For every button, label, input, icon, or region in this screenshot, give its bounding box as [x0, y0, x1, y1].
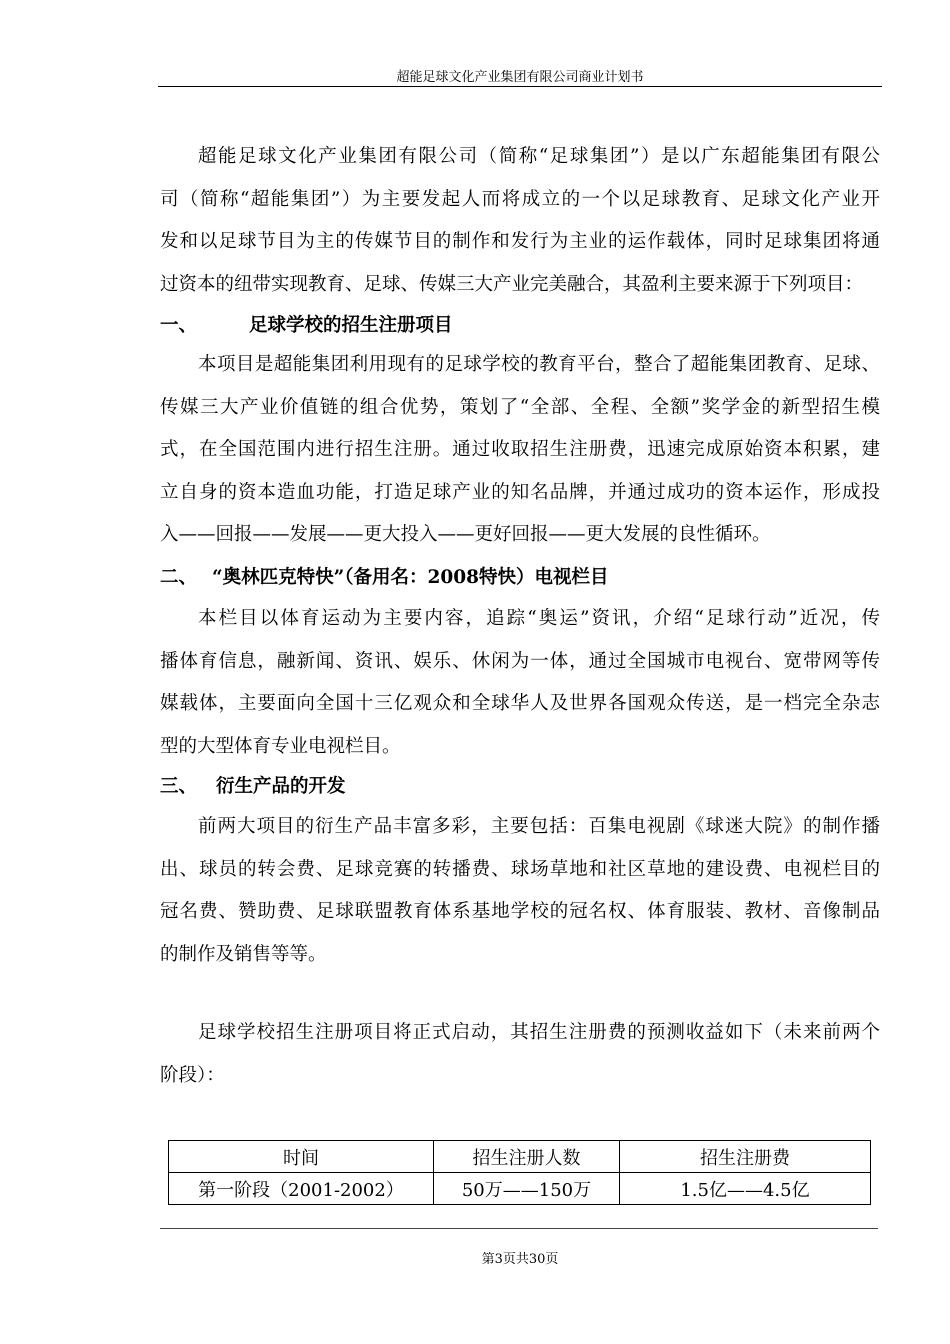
paragraph-line: 足球学校招生注册项目将正式启动，其招生注册费的预测收益如下（未来前两个	[198, 1022, 880, 1043]
section-number: 三、	[160, 776, 198, 797]
paragraph-line: 超能足球文化产业集团有限公司（简称“足球集团”）是以广东超能集团有限公	[198, 146, 880, 167]
paragraph-line: 播体育信息，融新闻、资讯、娱乐、休闲为一体，通过全国城市电视台、宽带网等传	[160, 650, 880, 672]
paragraph-line: 本项目是超能集团利用现有的足球学校的教育平台，整合了超能集团教育、足球、	[198, 354, 880, 375]
paragraph-line: 发和以足球节目为主的传媒节目的制作和发行为主业的运作载体，同时足球集团将通	[160, 231, 880, 252]
paragraph-line: 式，在全国范围内进行招生注册。通过收取招生注册费，迅速完成原始资本积累，建	[160, 439, 880, 460]
paragraph-line: 出、球员的转会费、足球竞赛的转播费、球场草地和社区草地的建设费、电视栏目的	[160, 858, 880, 880]
paragraph-line: 冠名费、赞助费、足球联盟教育体系基地学校的冠名权、体育服装、教材、音像制品	[160, 901, 880, 922]
table-row	[169, 1173, 871, 1205]
table-header-row	[169, 1141, 871, 1173]
paragraph-line: 本栏目以体育运动为主要内容，追踪“奥运”资讯，介绍“足球行动”近况，传	[198, 608, 880, 629]
paragraph-line: 的制作及销售等等。	[160, 943, 327, 965]
table-header-cell: 时间	[169, 1141, 434, 1173]
section-number: 一、	[160, 315, 198, 336]
section-title: 衍生产品的开发	[216, 776, 346, 797]
table-header-cell: 招生注册费	[620, 1141, 871, 1173]
section-number: 二、	[160, 567, 198, 588]
forecast-table	[168, 1140, 871, 1205]
table-cell: 50万——150万	[434, 1173, 620, 1205]
page-header: 超能足球文化产业集团有限公司商业计划书	[396, 70, 644, 85]
footer-divider	[160, 1228, 878, 1229]
table-header-cell: 招生注册人数	[434, 1141, 620, 1173]
header-divider	[158, 86, 882, 87]
paragraph-line: 传媒三大产业价值链的组合优势，策划了“全部、全程、全额”奖学金的新型招生模	[160, 396, 880, 418]
paragraph-line: 司（简称“超能集团”）为主要发起人而将成立的一个以足球教育、足球文化产业开	[160, 188, 880, 210]
paragraph-line: 型的大型体育专业电视栏目。	[160, 735, 401, 757]
table-cell: 第一阶段（2001-2002）	[169, 1173, 434, 1205]
section-title: 足球学校的招生注册项目	[249, 315, 453, 336]
paragraph-line: 立自身的资本造血功能，打造足球产业的知名品牌，并通过成功的资本运作，形成投	[160, 481, 880, 503]
paragraph-line: 入——回报——发展——更大投入——更好回报——更大发展的良性循环。	[160, 524, 771, 545]
section-title: “奥林匹克特快”（备用名：2008特快）电视栏目	[212, 567, 609, 588]
paragraph-line: 过资本的纽带实现教育、足球、传媒三大产业完美融合，其盈利主要来源于下列项目：	[160, 273, 864, 295]
paragraph-line: 阶段）：	[160, 1064, 225, 1086]
paragraph-line: 前两大项目的衍生产品丰富多彩，主要包括：百集电视剧《球迷大院》的制作播	[198, 816, 880, 837]
table-cell: 1.5亿——4.5亿	[620, 1173, 871, 1205]
page-footer: 第3页共30页	[481, 1252, 559, 1267]
paragraph-line: 媒载体，主要面向全国十三亿观众和全球华人及世界各国观众传送，是一档完全杂志	[160, 693, 880, 714]
